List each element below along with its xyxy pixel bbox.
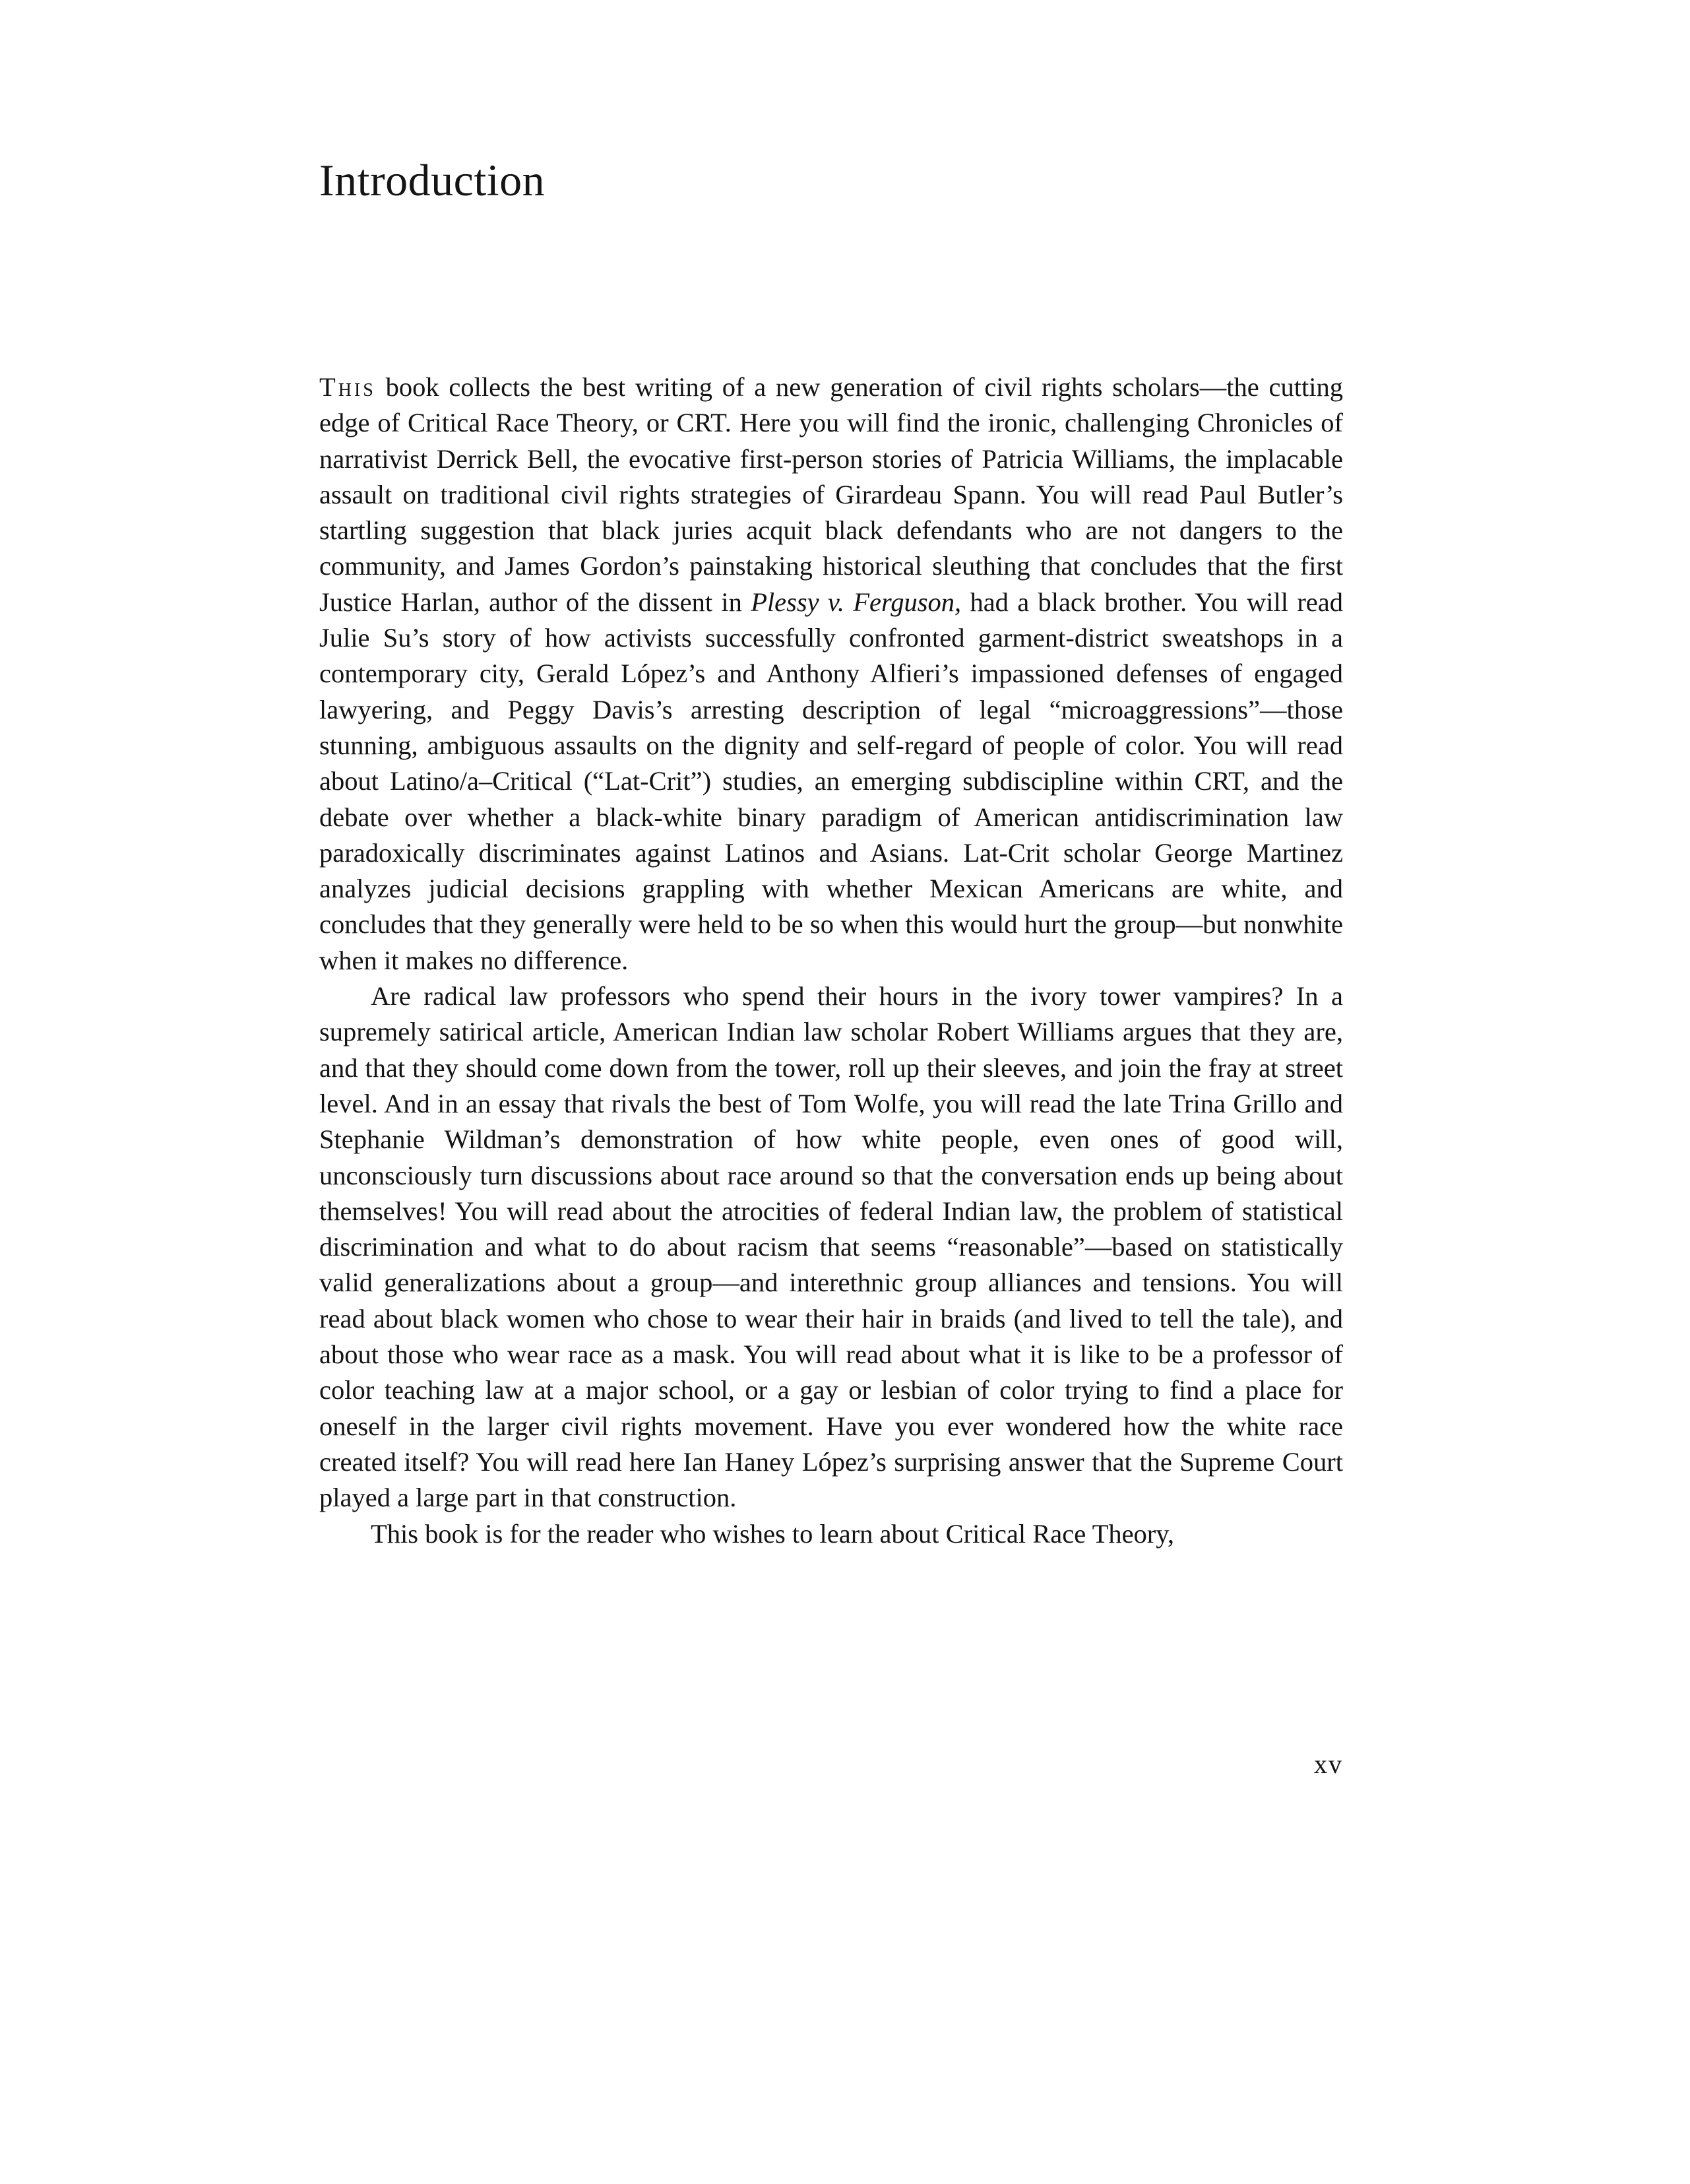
paragraph-2-text: Are radical law professors who spend their hours in the ivory tower vampires? In a supremely satirical article, American Indian law scholar Robert Williams argues that they are, and that they should come down from the tower, roll up their sleeves, and join the fray at street level. And in an essay that rivals the best of Tom Wolfe, you will read the late Trina Grillo and Stephanie Wildman’s demonstration of how white people, even ones of good will, unconsciously turn discussions about race around so that the conversation ends up being about themselves! You will read about the atrocities of federal Indian law, the problem of statistical discrimination and what to do about racism that seems “reasonable”—based on statistically valid generalizations about a group—and interethnic group alliances and tensions. You will read about black women who chose to wear their hair in braids (and lived to tell the tale), and about those who wear race as a mask. You will read about what it is like to be a professor of color teaching law at a major school, or a gay or lesbian of color trying to find a place for oneself in the larger civil rights movement. Have you ever wondered how the white race created itself? You will read here Ian Haney López’s surprising answer that the Supreme Court played a large part in that construction.	[319, 981, 1343, 1513]
body-text	[319, 369, 1343, 1552]
page-number: xv	[1314, 1749, 1343, 1779]
chapter-title: Introduction	[319, 155, 546, 205]
opening-small-caps-word: This	[319, 372, 376, 402]
paragraph-1-text-a: book collects the best writing of a new generation of civil rights scholars—the cutting edge of Critical Race Theory, or CRT. Here you will find the ironic, challenging Chronicles of narrativist Derrick Bell, the evocative first-person stories of Patricia Williams, the implacable assault on traditional civil rights strategies of Girardeau Spann. You will read Paul Butler’s startling suggestion that black juries acquit black defendants who are not dangers to the community, and James Gordon’s painstaking historical sleuthing that concludes that the first Justice Harlan, author of the dissent in	[319, 372, 1343, 617]
paragraph-3	[319, 1516, 1343, 1552]
paragraph-1-text-b: had a black brother. You will read Julie Su’s story of how activists successfully confronted garment-district sweatshops in a contemporary city, Gerald López’s and Anthony Alfieri’s impassioned defenses of engaged lawyering, and Peggy Davis’s arresting description of legal “microaggressions”—those stunning, ambiguous assaults on the dignity and self-regard of people of color. You will read about Latino/a–Critical (“Lat-Crit”) studies, an emerging subdiscipline within CRT, and the debate over whether a black-white binary paradigm of American antidiscrimination law paradoxically discriminates against Latinos and Asians. Lat-Crit scholar George Martinez analyzes judicial decisions grappling with whether Mexican Americans are white, and concludes that they generally were held to be so when this would hurt the group—but nonwhite when it makes no difference.	[319, 587, 1344, 975]
paragraph-2	[319, 979, 1343, 1516]
paragraph-3-text: This book is for the reader who wishes to learn about Critical Race Theory,	[371, 1518, 1175, 1549]
paragraph-1	[319, 369, 1343, 979]
case-name-italic: Plessy v. Ferguson,	[751, 587, 962, 617]
